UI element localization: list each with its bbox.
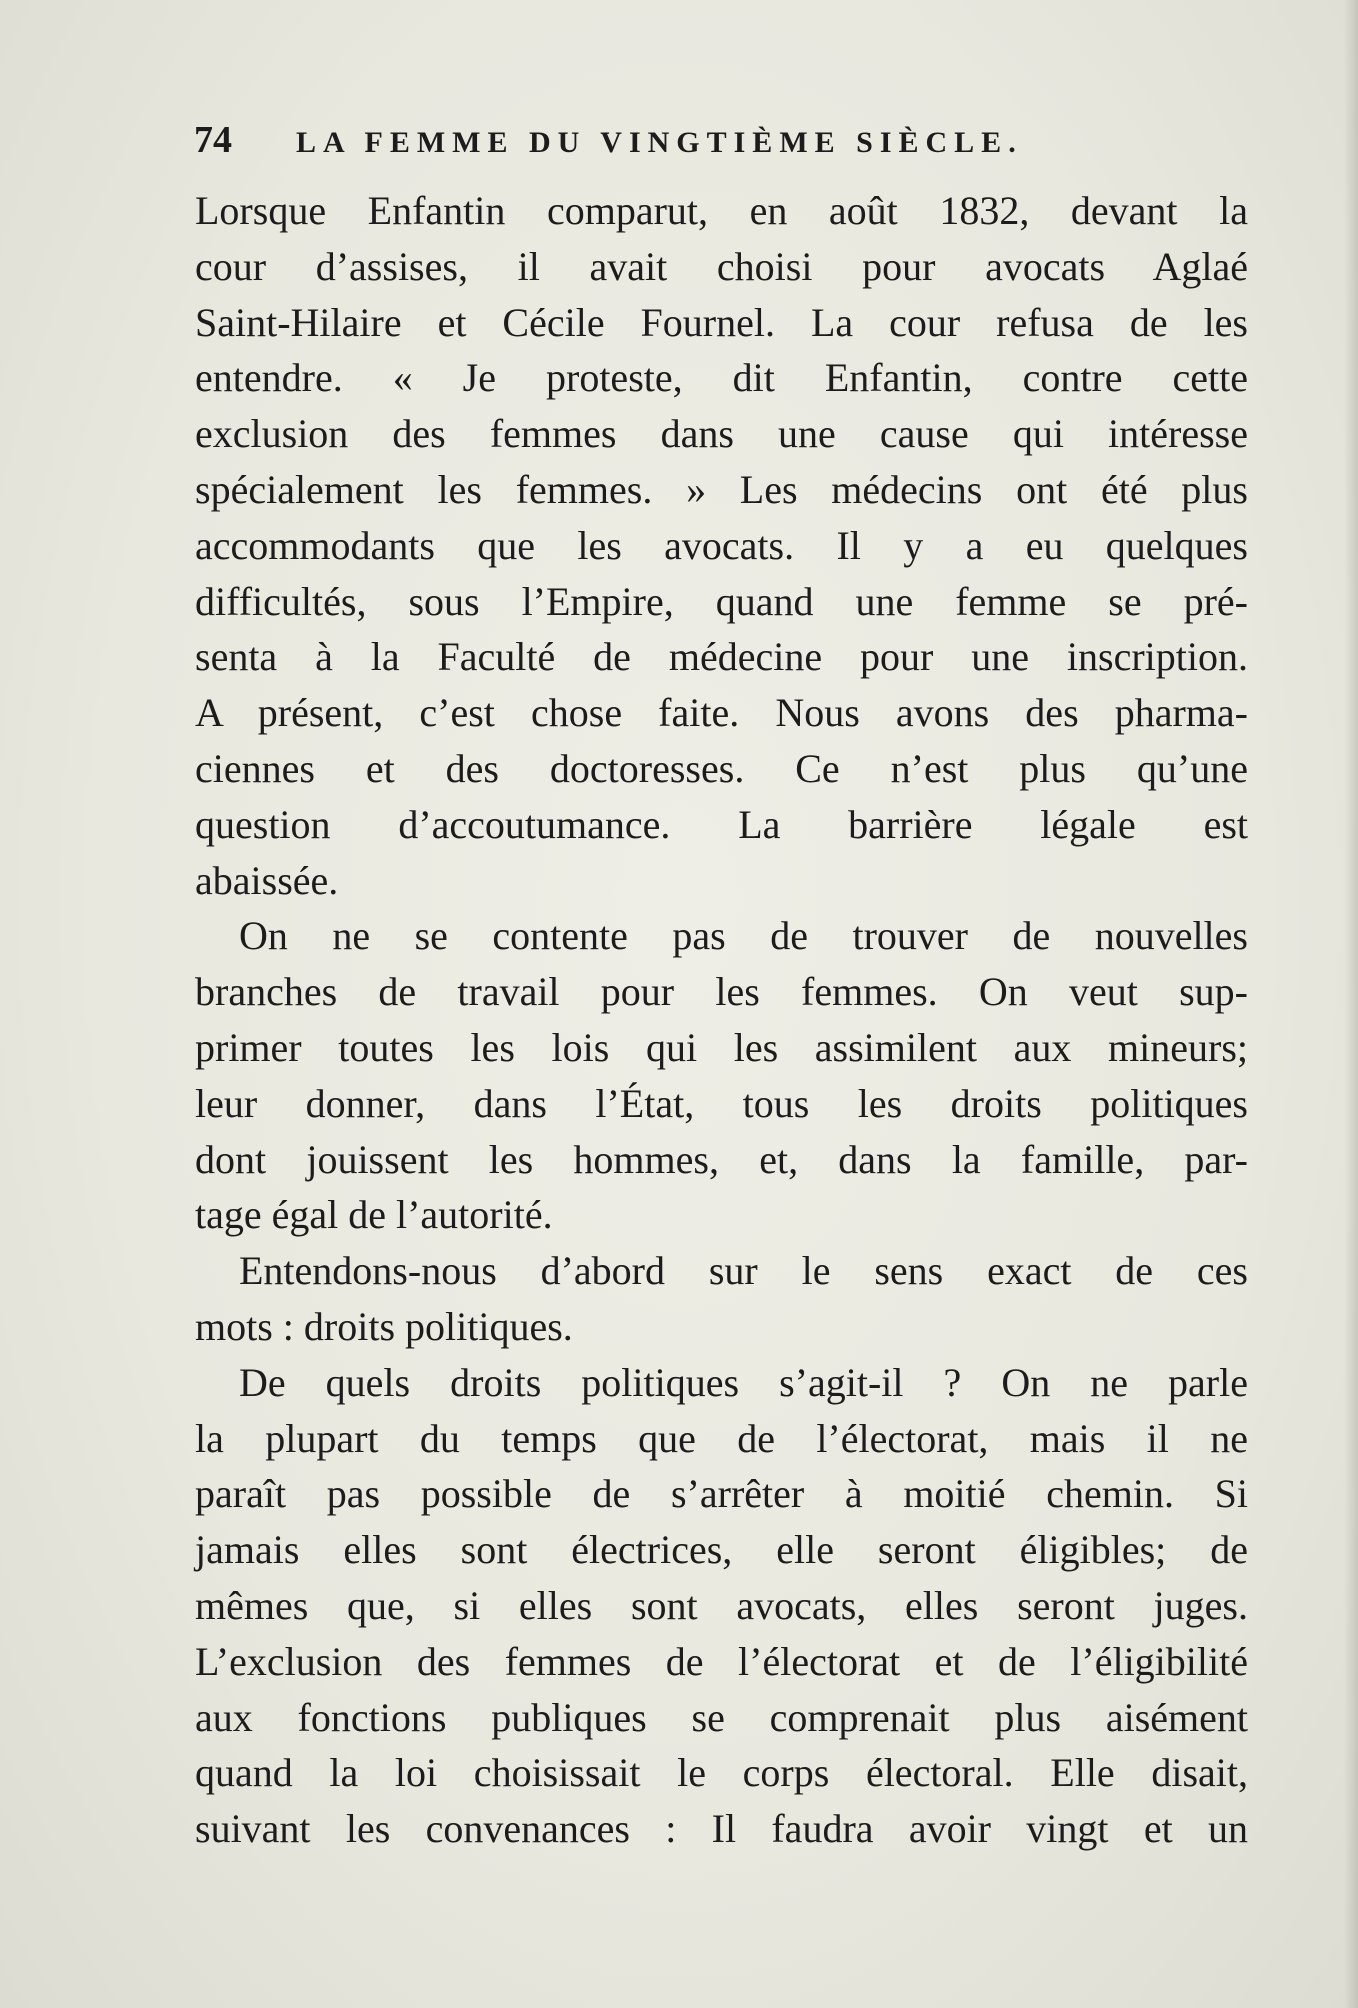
text-line: abaissée. (195, 857, 339, 903)
text-line: jamais elles sont électrices, elle seront éligibles; de (195, 1527, 1248, 1573)
text-line: senta à la Faculté de médecine pour une inscription. (195, 634, 1248, 680)
text-line: Entendons-nous d’abord sur le sens exact de ces (239, 1248, 1248, 1294)
text-line: A présent, c’est chose faite. Nous avons des pharma- (195, 690, 1248, 736)
text-line: De quels droits politiques s’agit-il ? On ne parle (239, 1359, 1248, 1405)
text-line: aux fonctions publiques se comprenait plus aisément (195, 1694, 1248, 1740)
page-edge-shadow (1344, 0, 1358, 2008)
text-line: question d’accoutumance. La barrière légale est (195, 801, 1248, 847)
text-line: exclusion des femmes dans une cause qui intéresse (195, 411, 1248, 457)
text-line: spécialement les femmes. » Les médecins ont été plus (195, 466, 1248, 512)
text-line: On ne se contente pas de trouver de nouvelles (239, 913, 1248, 959)
text-line: leur donner, dans l’État, tous les droits politiques (195, 1080, 1248, 1126)
text-line: entendre. « Je proteste, dit Enfantin, contre cette (195, 355, 1248, 401)
text-line: Saint-Hilaire et Cécile Fournel. La cour refusa de les (195, 299, 1248, 345)
text-line: Lorsque Enfantin comparut, en août 1832, devant la (195, 188, 1248, 233)
text-line: difficultés, sous l’Empire, quand une femme se pré- (195, 578, 1248, 624)
text-line: dont jouissent les hommes, et, dans la famille, par- (195, 1136, 1248, 1182)
text-line: tage égal de l’autorité. (195, 1192, 553, 1238)
text-line: la plupart du temps que de l’électorat, mais il ne (195, 1415, 1248, 1461)
text-line: quand la loi choisissait le corps électoral. Elle disait, (195, 1750, 1248, 1796)
text-line: mots : droits politiques. (195, 1303, 573, 1349)
text-line: suivant les convenances : Il faudra avoir vingt et un (195, 1806, 1248, 1852)
running-head (194, 118, 1254, 174)
page-number: 74 (194, 119, 232, 161)
running-head-title: LA FEMME DU VINGTIÈME SIÈCLE. (296, 126, 1023, 159)
text-line: accommodants que les avocats. Il y a eu quelques (195, 522, 1248, 568)
body-text (195, 183, 1248, 1857)
text-line: cour d’assises, il avait choisi pour avocats Aglaé (195, 243, 1248, 289)
text-line: L’exclusion des femmes de l’électorat et de l’éligibilité (195, 1638, 1248, 1684)
text-line: branches de travail pour les femmes. On veut sup- (195, 969, 1248, 1015)
text-line: paraît pas possible de s’arrêter à moitié chemin. Si (195, 1471, 1248, 1517)
text-line: ciennes et des doctoresses. Ce n’est plus qu’une (195, 745, 1248, 791)
text-line: primer toutes les lois qui les assimilent aux mineurs; (195, 1024, 1248, 1070)
text-line: mêmes que, si elles sont avocats, elles seront juges. (195, 1582, 1248, 1628)
